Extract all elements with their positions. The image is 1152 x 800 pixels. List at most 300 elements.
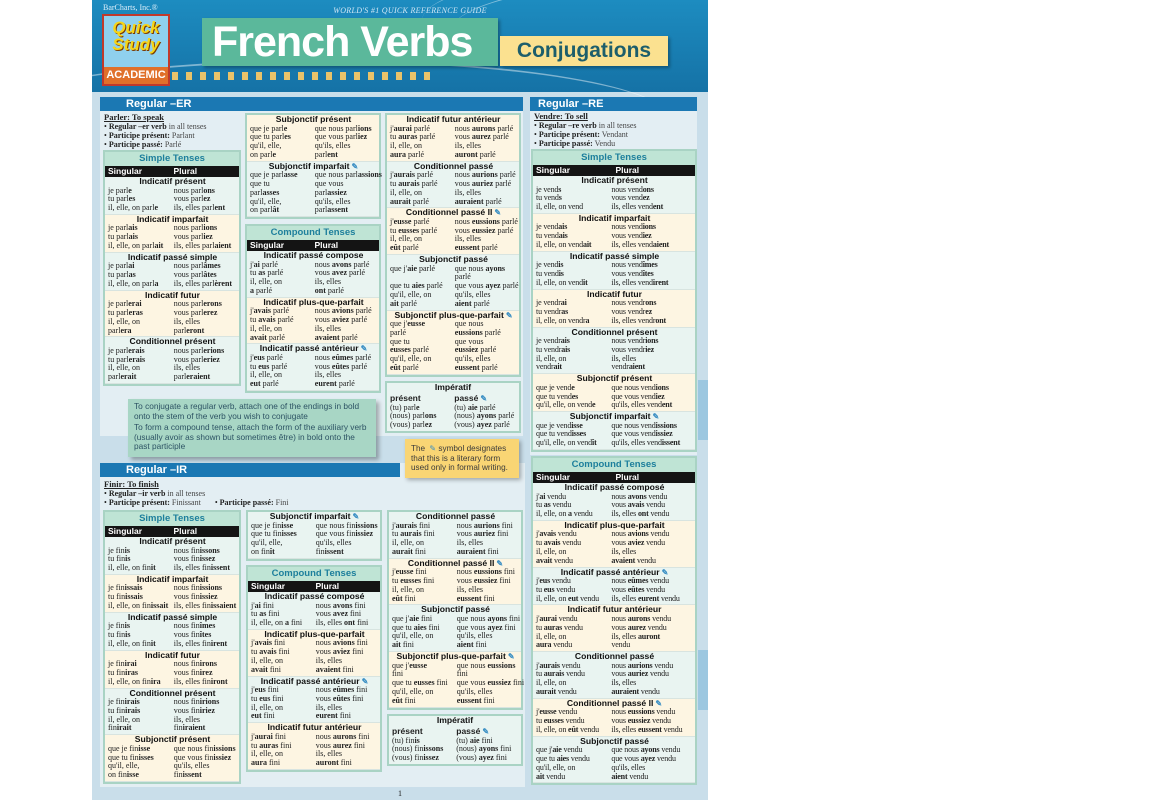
plural-form [316,619,378,628]
stem: tu [251,647,260,657]
plural-form [611,279,693,288]
stem: que tu [536,754,557,764]
stem: fini [402,593,416,603]
stem: ils, elles [314,370,341,380]
stem: nous [611,529,628,539]
stem: tu fin [108,630,126,640]
stem: parlé [490,132,509,142]
ending: aurai [539,613,557,623]
ending: avait [250,332,267,342]
ending: ais [558,222,568,232]
stem: vendu [648,509,670,519]
ending: ent [661,400,673,410]
ending: avions [331,306,354,316]
tense-block [387,115,519,162]
ending: ait [392,640,401,650]
tense-block [533,521,695,568]
ending: aient [214,240,232,250]
ending: erions [203,345,225,355]
stem: que je vend [536,382,572,392]
stem: fini [267,664,281,674]
conjugation-row [536,773,693,782]
stem: que tu [392,678,414,688]
stem: j' [251,731,255,741]
tense-block [389,512,521,559]
ending: irent [652,277,669,287]
bullet-value: Vendu [592,139,616,148]
stem: tu fin [108,592,126,602]
bullet-item [104,489,205,498]
stem: vous vendr [611,306,646,316]
stem: nous [454,170,472,180]
plural-form [315,206,377,215]
compound-tenses-box [531,456,697,785]
bullet-value: Parlé [162,140,182,149]
ending: as [561,306,569,316]
pen-icon: ✎ [652,412,660,422]
ending: ons [642,184,654,194]
conjugation-row [536,726,693,735]
stem: tu vendr [536,306,562,316]
stem: vendu [611,640,631,650]
stem: fini [356,731,370,741]
stem: vous fin [173,667,200,677]
ending: aura [390,149,406,159]
plural-form [174,678,237,687]
conjugation-row [536,317,693,326]
ending: aurez [332,740,352,750]
stem: fini [338,758,352,768]
simple-tenses-box [531,149,697,452]
stem: je fin [108,697,125,707]
stem: fini [421,529,435,539]
tense-block [105,215,239,253]
tense-name: Indicatif passé antérieur [560,566,660,577]
stem: vendu [564,669,585,679]
stem: fini [501,567,516,577]
tense-block [105,253,239,291]
stem: vous parl [173,232,204,242]
singular-header: Singular [108,526,143,536]
stem: ils, elles [454,187,481,197]
tense-name: Indicatif plus-que-parfait [564,519,665,530]
ending: e [272,149,276,159]
stem: nous fin [173,545,200,555]
ending: issais [124,583,143,593]
ending: eussions [454,327,483,337]
stem: je vendr [536,336,561,346]
stem: nous [611,491,628,501]
stem: vendu [648,576,669,586]
plural-form [611,726,693,735]
stem: que vous vend [611,391,656,401]
ending: a [568,509,572,519]
stem: il, elle, on [390,141,422,151]
conjugation-row [536,363,693,372]
singular-form [108,678,174,687]
tense-name: Indicatif présent [581,175,648,185]
ending: ons [424,411,437,421]
ending: irait [116,723,132,733]
stem: fini [417,520,431,530]
stem: parlé [499,216,518,226]
tense-list [248,592,380,770]
stem: parlé [477,149,496,159]
singular-form [390,364,455,373]
stem: que nous [454,319,484,329]
stem: tu [536,538,544,548]
stem: fini [340,664,354,674]
tense-name: Indicatif plus-que-parfait [264,628,365,639]
stem: qu'il, elle, [250,141,282,151]
stem: j' [251,685,255,695]
stem: parlé [497,170,516,180]
tense-block [105,575,239,613]
bullet-item [534,121,637,130]
tense-block [247,115,379,162]
pen-icon: ✎ [661,567,669,577]
stem: (tu) parl [390,402,416,412]
stem: tu fin [108,554,126,564]
bullet-value: in all tenses [165,489,206,498]
stem: il, elle, on [251,749,283,759]
stem: ils, elles [173,363,200,373]
stem: on parl [250,205,273,215]
publisher-name: BarCharts, Inc.® [103,3,158,12]
ending: aura [251,758,267,768]
tense-name: Conditionnel passé [413,160,494,171]
stem: ils, elles fin [173,563,211,573]
bullet-value: Finissant [169,498,201,507]
stem: il, elle, on [250,277,282,287]
ending: isse [126,770,139,780]
ending: eussiez [454,345,479,355]
stem: vous [611,500,628,510]
stem: ils, elles fin [173,676,211,686]
ending: es [571,391,579,401]
singular-form [536,401,611,410]
ending: issez [199,554,216,564]
singular-form [251,548,316,557]
stem: fini [426,622,440,632]
bullet-icon: • [104,140,109,149]
ending: eusses [400,575,422,585]
singular-form [536,363,611,372]
ending: aviez [627,538,645,548]
stem: parlé [351,259,370,269]
stem: qu'ils, elles vend [611,400,662,410]
stem: parlé [265,268,284,278]
stem: vous fin [173,592,200,602]
tense-name: Indicatif passé antérieur [259,343,359,354]
conjugation-row [536,401,693,410]
plural-header: Plural [314,240,339,250]
stem: vendu [562,622,583,632]
ending: irais [124,697,140,707]
ending: issent [182,770,202,780]
bullet-line [104,131,244,140]
pen-icon: ✎ [360,344,368,354]
stem: vous parl [173,194,204,204]
ending: avait [536,555,553,565]
section-heading: Regular –RE [530,97,697,111]
stem: que vous [456,622,488,632]
stem: parl [173,325,187,335]
plural-header: Plural [615,472,640,482]
ending: erait [120,372,137,382]
tense-block [105,689,239,736]
ending: èrent [214,278,233,288]
stem: on fin [108,770,127,780]
ending: isse [138,743,151,753]
stem: parlé [349,314,368,324]
compound-tenses-continued [387,510,523,710]
ending: is [414,735,420,745]
ending: ons [645,298,657,308]
ending: irions [199,697,220,707]
verb-intro [534,111,696,148]
tense-block [533,374,695,412]
stem: tu [392,575,401,585]
ending: a [154,278,159,288]
stem: je vendr [536,298,561,308]
stem: parlé [482,327,501,337]
stem: je parl [108,345,129,355]
stem: tu [392,529,401,539]
stem: il, elle, on [250,370,282,380]
stem: il, elle, on vend [536,277,583,287]
ending: eûmes [332,685,355,695]
stem: parlé [454,272,471,282]
stem: fini [479,735,493,745]
ending: avaient [315,664,341,674]
stem: nous [315,600,333,610]
ending: as [258,268,266,278]
ending: is [558,269,564,279]
tense-block [387,162,519,209]
stem: (nous) fin [392,744,424,754]
ending: eusse [393,216,412,226]
conjugation-row [250,206,377,215]
stem: il, elle, on [536,631,567,641]
stem: ils, elles vendr [611,315,656,325]
stem: fini [354,638,368,648]
stem: vendu [646,491,668,501]
tense-name: Conditionnel présent [129,687,216,698]
ending: iez [655,391,665,401]
stem: parlé [269,361,288,371]
conjugation-row [251,759,378,768]
tense-block [105,337,239,384]
ending: ayons [485,263,505,273]
stem: nous [454,216,472,226]
ending: aies [411,281,425,291]
ending: erai [128,299,142,309]
stem: que tu [390,336,410,346]
stem: fini [434,678,448,688]
bullet-icon: • [534,121,539,130]
stem: qu'ils, elles vend [611,438,662,448]
compound-tenses-box [245,224,381,393]
stem: nous [611,660,628,670]
stem: vendu [659,593,680,603]
tense-block [248,630,380,677]
stem: vendu [563,716,585,726]
stem: ils, elles [456,538,483,548]
bullet-label: Regular –er verb [108,122,167,131]
ending: es [128,194,136,204]
conjugation-row [108,204,237,213]
present-header: présent [390,392,421,403]
stem: vendu [659,745,681,755]
stem: je parl [108,261,129,271]
stem: tu vendr [536,344,562,354]
stem: fini [350,647,364,657]
stem: fini [485,546,499,556]
stem: que je fin [251,520,282,530]
verb-title: Parler: To speak [104,112,164,122]
stem: ils, elles [173,714,200,724]
ending: aurons [627,613,651,623]
stem: vendu [578,593,599,603]
tense-block [105,735,239,782]
stem: il, elle, on [536,593,569,603]
ending: aurait [392,546,413,556]
stem: qu'il, elle, on vend [536,400,592,410]
plural-form [174,602,237,611]
stem: fini [265,685,279,695]
stem: vous [315,693,333,703]
stem: parlé [496,411,515,421]
stem: nous vend [611,184,643,194]
plural-form [315,334,377,343]
stem: fini [497,575,511,585]
ending: eraient [186,372,211,382]
stem: il, elle, on [390,234,422,244]
stem: fini [266,609,280,619]
tense-block [387,208,519,255]
stem: tu vend [536,231,559,241]
stem: ils, elles parl [173,278,215,288]
ending: avais [254,638,273,648]
tense-name: Conditionnel présent [129,336,216,347]
tense-name: Indicatif futur [145,649,200,660]
ending: iriez [199,705,215,715]
pen-icon: ✎ [361,676,369,686]
tense-block [247,344,379,391]
stem: fini [511,678,525,688]
stem: il, elle, on [251,618,285,628]
stem: ils, elles [314,323,341,333]
ending: eussiez [627,716,651,726]
conjugation-row [390,265,517,274]
bullet-item [104,498,201,507]
conjugation-row [251,712,378,721]
conjugation-row [251,666,378,675]
stem: ils, elles [456,584,483,594]
plural-form [174,640,237,649]
plural-form [456,754,518,763]
ending: aurions [627,660,653,670]
tense-block [248,723,380,770]
stem: il, elle, on [536,678,567,688]
stem: qu'ils, elles [454,289,491,299]
stem: parlé [417,263,435,273]
ending: eusses [398,225,420,235]
ending: is [124,545,131,555]
stem: qu'il, elle, [251,538,283,548]
singular-form [108,242,174,251]
stem: que vous [611,754,641,764]
ending: ent [214,203,226,213]
ending: auriez [473,529,496,539]
stem: qu'ils, elles [173,761,210,771]
tense-name: Subjonctif imparfait [269,511,351,521]
plural-form [611,595,693,604]
ending: iraient [182,723,206,733]
stem: ils, elles [315,702,342,712]
ending: ayez [476,420,492,430]
bullet-item [215,498,289,507]
stem: vendu [556,687,577,697]
ending: îmes [199,621,216,631]
stem: parlé [254,285,272,295]
stem: je fin [108,659,125,669]
ending: âmes [203,261,221,271]
conjugation-row [536,203,693,212]
stem: nous [314,259,332,269]
stem: parlé [353,352,372,362]
stem: il, elle, on fin [108,600,151,610]
plural-form [457,548,519,557]
stem: il, elle, on [392,538,424,548]
ending: aurais [543,669,565,679]
tense-name: Indicatif passé antérieur [260,675,360,686]
ending: eusses [390,345,411,355]
ending: aurais [398,178,420,188]
stem: vendu [648,529,670,539]
ending: iez [203,232,213,242]
tense-block [533,568,695,606]
tense-name: Subjonctif plus-que-parfait [396,651,506,662]
singular-form [392,595,457,604]
stem: j' [390,170,394,180]
stem: que j' [392,660,410,670]
conjugation-row [536,688,693,697]
ending: aurai [393,123,412,133]
ending: aura [536,640,552,650]
stem: vendu [644,500,665,510]
ending: auras [398,132,418,142]
conjugation-row [250,334,377,343]
stem: vendu [555,529,577,539]
tense-block [387,311,519,375]
stem: qu'ils, elles [314,196,351,206]
ending: it [150,638,156,648]
stem: fini [272,731,287,741]
ending: eussent [637,724,662,734]
stem: vous [314,314,332,324]
ending: eût [390,243,401,253]
stem: j' [250,352,254,362]
tense-name: Indicatif imparfait [578,212,651,223]
stem: parlé [500,281,519,291]
stem: tu [251,609,260,619]
ending: ayons [478,744,499,754]
ending: eussiez [471,225,496,235]
ending: ai [539,491,546,501]
ending: era [120,325,132,335]
